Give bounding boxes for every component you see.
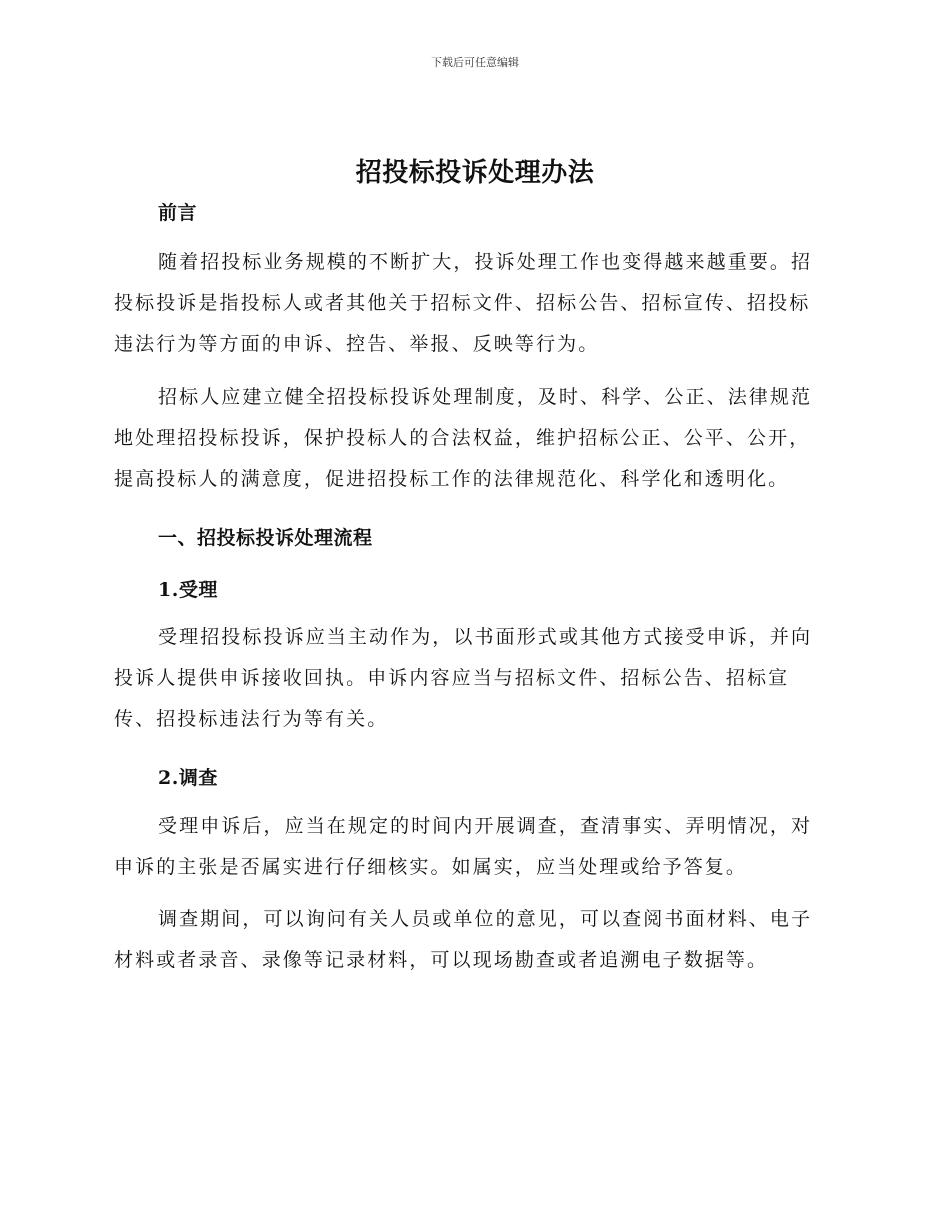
header-note: 下载后可任意编辑 — [431, 56, 519, 69]
preface-paragraph-1: 随着招投标业务规模的不断扩大，投诉处理工作也变得越来越重要。招投标投诉是指投标人或者其他关于招标文件、招标公告、招标宣传、招投标违法行为等方面的申诉、控告、举报、反映等行为。 — [114, 251, 813, 355]
subsection-heading-accept: 1.受理 — [158, 579, 218, 601]
investigate-paragraph-1: 受理申诉后，应当在规定的时间内开展调查，查清事实、弄明情况，对申诉的主张是否属实进行仔细核实。如属实，应当处理或给予答复。 — [114, 815, 813, 878]
preface-heading: 前言 — [158, 202, 198, 224]
subsection-heading-investigate: 2.调查 — [158, 767, 218, 789]
preface-paragraph-2: 招标人应建立健全招投标投诉处理制度，及时、科学、公正、法律规范地处理招投标投诉，保护投标人的合法权益，维护招标公正、公平、公开，提高投标人的满意度，促进招投标工作的法律规范化、科学化和透明化。 — [114, 386, 813, 490]
document-title: 招投标投诉处理办法 — [355, 158, 595, 188]
investigate-paragraph-2: 调查期间，可以询问有关人员或单位的意见，可以查阅书面材料、电子材料或者录音、录像等记录材料，可以现场勘查或者追溯电子数据等。 — [114, 908, 813, 971]
accept-paragraph-1: 受理招投标投诉应当主动作为，以书面形式或其他方式接受申诉，并向投诉人提供申诉接收回执。申诉内容应当与招标文件、招标公告、招标宣传、招投标违法行为等有关。 — [114, 626, 813, 730]
section-heading-process: 一、招投标投诉处理流程 — [158, 527, 373, 549]
